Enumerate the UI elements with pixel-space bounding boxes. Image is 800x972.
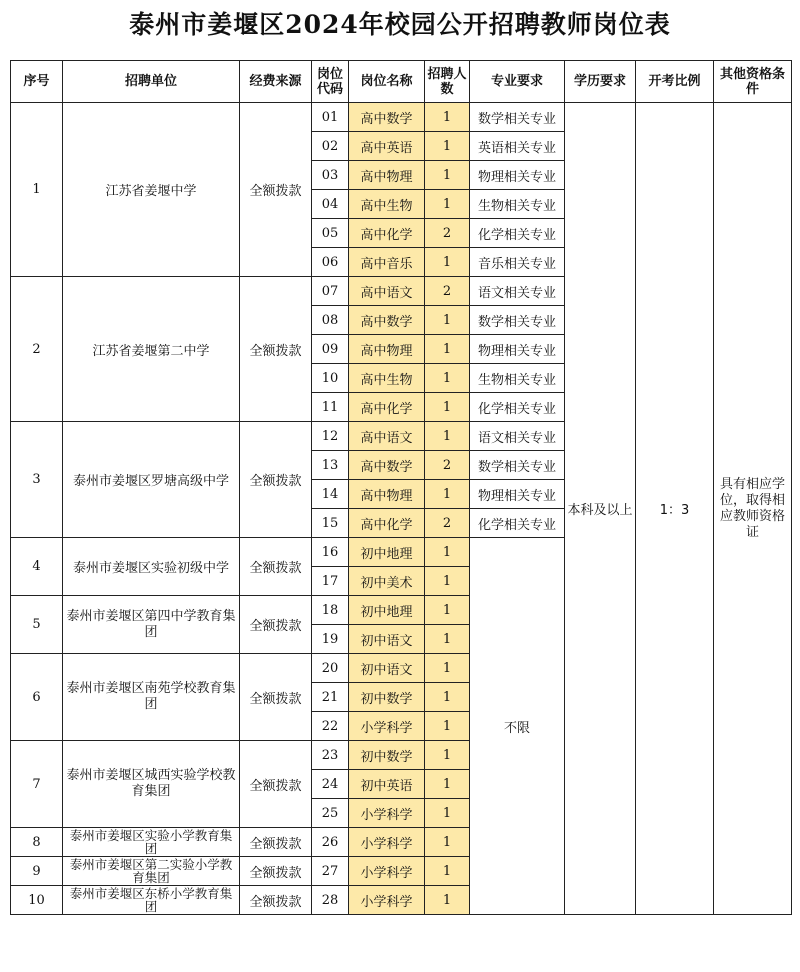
funding-cell: 全额拨款 [240,654,312,741]
code-cell: 11 [312,393,349,422]
unit-cell: 泰州市姜堰区第二实验小学教育集团 [63,857,240,886]
seq-cell: 9 [11,857,63,886]
major-cell: 化学相关专业 [470,393,565,422]
major-cell: 数学相关专业 [470,306,565,335]
unit-cell: 泰州市姜堰区城西实验学校教育集团 [63,741,240,828]
major-cell: 数学相关专业 [470,451,565,480]
post-cell: 小学科学 [349,886,425,915]
code-cell: 25 [312,799,349,828]
code-cell: 18 [312,596,349,625]
funding-cell: 全额拨款 [240,857,312,886]
code-cell: 28 [312,886,349,915]
code-cell: 24 [312,770,349,799]
code-cell: 10 [312,364,349,393]
code-cell: 13 [312,451,349,480]
count-cell: 1 [425,103,470,132]
header-other: 其他资格条件 [714,61,792,103]
post-cell: 高中语文 [349,422,425,451]
funding-cell: 全额拨款 [240,828,312,857]
page-title: 泰州市姜堰区2024年校园公开招聘教师岗位表 [129,10,671,39]
count-cell: 1 [425,335,470,364]
major-cell: 数学相关专业 [470,103,565,132]
post-cell: 高中数学 [349,103,425,132]
code-cell: 21 [312,683,349,712]
seq-cell: 10 [11,886,63,915]
major-unlimited-cell: 不限 [470,538,565,915]
count-cell: 1 [425,393,470,422]
post-cell: 初中英语 [349,770,425,799]
post-cell: 小学科学 [349,799,425,828]
code-cell: 14 [312,480,349,509]
count-cell: 1 [425,422,470,451]
code-cell: 02 [312,132,349,161]
code-cell: 05 [312,219,349,248]
code-cell: 03 [312,161,349,190]
header-funding: 经费来源 [240,61,312,103]
unit-cell: 泰州市姜堰区南苑学校教育集团 [63,654,240,741]
count-cell: 1 [425,306,470,335]
post-cell: 高中物理 [349,161,425,190]
code-cell: 15 [312,509,349,538]
code-cell: 27 [312,857,349,886]
major-cell: 化学相关专业 [470,509,565,538]
seq-cell: 3 [11,422,63,538]
count-cell: 1 [425,886,470,915]
post-cell: 小学科学 [349,712,425,741]
post-cell: 高中数学 [349,306,425,335]
major-cell: 生物相关专业 [470,364,565,393]
post-cell: 初中美术 [349,567,425,596]
seq-cell: 6 [11,654,63,741]
count-cell: 1 [425,567,470,596]
count-cell: 1 [425,161,470,190]
header-unit: 招聘单位 [63,61,240,103]
code-cell: 26 [312,828,349,857]
count-cell: 1 [425,828,470,857]
post-cell: 高中英语 [349,132,425,161]
post-cell: 小学科学 [349,857,425,886]
count-cell: 1 [425,538,470,567]
code-cell: 19 [312,625,349,654]
header-seq: 序号 [11,61,63,103]
seq-cell: 1 [11,103,63,277]
major-cell: 音乐相关专业 [470,248,565,277]
post-cell: 初中地理 [349,538,425,567]
education-cell: 本科及以上 [565,103,636,915]
post-cell: 初中语文 [349,654,425,683]
major-cell: 物理相关专业 [470,335,565,364]
seq-cell: 2 [11,277,63,422]
funding-cell: 全额拨款 [240,596,312,654]
unit-cell: 泰州市姜堰区第四中学教育集团 [63,596,240,654]
post-cell: 高中生物 [349,190,425,219]
unit-cell: 泰州市姜堰区实验小学教育集团 [63,828,240,857]
major-cell: 生物相关专业 [470,190,565,219]
post-cell: 初中数学 [349,741,425,770]
count-cell: 1 [425,654,470,683]
count-cell: 2 [425,219,470,248]
funding-cell: 全额拨款 [240,538,312,596]
post-cell: 高中化学 [349,509,425,538]
major-cell: 物理相关专业 [470,480,565,509]
funding-cell: 全额拨款 [240,103,312,277]
header-ratio: 开考比例 [636,61,714,103]
post-cell: 高中物理 [349,480,425,509]
recruitment-table [10,60,792,915]
seq-cell: 4 [11,538,63,596]
count-cell: 2 [425,509,470,538]
code-cell: 01 [312,103,349,132]
code-cell: 17 [312,567,349,596]
count-cell: 1 [425,132,470,161]
code-cell: 16 [312,538,349,567]
unit-cell: 泰州市姜堰区罗塘高级中学 [63,422,240,538]
header-count: 招聘人数 [425,61,470,103]
count-cell: 1 [425,799,470,828]
header-code: 岗位代码 [312,61,349,103]
major-cell: 物理相关专业 [470,161,565,190]
unit-cell: 泰州市姜堰区东桥小学教育集团 [63,886,240,915]
post-cell: 小学科学 [349,828,425,857]
post-cell: 初中数学 [349,683,425,712]
major-cell: 语文相关专业 [470,277,565,306]
count-cell: 1 [425,248,470,277]
count-cell: 1 [425,625,470,654]
code-cell: 04 [312,190,349,219]
header-post: 岗位名称 [349,61,425,103]
header-row [11,61,792,103]
post-cell: 高中生物 [349,364,425,393]
unit-cell: 江苏省姜堰中学 [63,103,240,277]
unit-cell: 泰州市姜堰区实验初级中学 [63,538,240,596]
header-edu: 学历要求 [565,61,636,103]
seq-cell: 7 [11,741,63,828]
unit-cell: 江苏省姜堰第二中学 [63,277,240,422]
count-cell: 1 [425,741,470,770]
post-cell: 高中音乐 [349,248,425,277]
code-cell: 23 [312,741,349,770]
other-conditions-cell: 具有相应学位，取得相应教师资格证 [714,103,792,915]
post-cell: 高中数学 [349,451,425,480]
funding-cell: 全额拨款 [240,277,312,422]
count-cell: 1 [425,596,470,625]
post-cell: 初中语文 [349,625,425,654]
code-cell: 12 [312,422,349,451]
table-row [11,103,792,132]
post-cell: 初中地理 [349,596,425,625]
count-cell: 1 [425,857,470,886]
count-cell: 1 [425,364,470,393]
code-cell: 22 [312,712,349,741]
major-cell: 英语相关专业 [470,132,565,161]
funding-cell: 全额拨款 [240,741,312,828]
count-cell: 2 [425,277,470,306]
post-cell: 高中化学 [349,393,425,422]
seq-cell: 8 [11,828,63,857]
count-cell: 1 [425,190,470,219]
ratio-cell: 1：3 [636,103,714,915]
funding-cell: 全额拨款 [240,886,312,915]
post-cell: 高中物理 [349,335,425,364]
header-major: 专业要求 [470,61,565,103]
code-cell: 20 [312,654,349,683]
code-cell: 06 [312,248,349,277]
code-cell: 09 [312,335,349,364]
count-cell: 1 [425,683,470,712]
count-cell: 1 [425,480,470,509]
seq-cell: 5 [11,596,63,654]
code-cell: 08 [312,306,349,335]
code-cell: 07 [312,277,349,306]
count-cell: 1 [425,770,470,799]
count-cell: 1 [425,712,470,741]
funding-cell: 全额拨款 [240,422,312,538]
major-cell: 化学相关专业 [470,219,565,248]
post-cell: 高中语文 [349,277,425,306]
count-cell: 2 [425,451,470,480]
post-cell: 高中化学 [349,219,425,248]
major-cell: 语文相关专业 [470,422,565,451]
